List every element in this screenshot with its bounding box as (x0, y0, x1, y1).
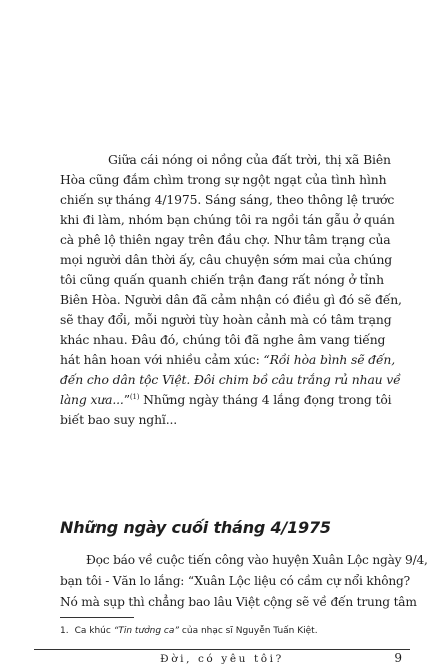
text-line: tôi cũng quấn quanh chiến trận đang rất nóng ở tỉnh (60, 272, 384, 287)
footnote-number: 1. (60, 626, 69, 636)
text-line: sẽ thay đổi, mỗi người tùy hoàn cảnh mà có tâm trạng (60, 312, 392, 327)
song-quote: “Rồi hòa bình sẽ đến, (263, 352, 396, 367)
text-line (60, 390, 392, 410)
text-line: khác nhau. Đâu đó, chúng tôi đã nghe âm vang tiếng (60, 332, 386, 347)
quote-close: ” (123, 392, 130, 407)
paragraph-1 (60, 150, 402, 430)
text-line (60, 350, 396, 370)
footnote (60, 626, 318, 636)
text-line: Giữa cái nóng oi nồng của đất trời, thị xã Biên (108, 152, 391, 167)
text-plain: Những ngày tháng 4 lắng đọng trong tôi (139, 392, 392, 407)
footer-divider (34, 649, 410, 650)
text-line: mọi người dân thời ấy, câu chuyện sớm mai của chúng (60, 252, 393, 267)
text-line: biết bao suy nghĩ... (60, 412, 178, 427)
text-line: bạn tôi - Văn lo lắng: “Xuân Lộc liệu có cầm cự nổi không? (60, 574, 410, 588)
text-line: Nó mà sụp thì chẳng bao lâu Việt cộng sẽ về đến trung tâm (60, 595, 417, 609)
text-line: khi đi làm, nhóm bạn chúng tôi ra ngồi tán gẫu ở quán (60, 212, 395, 227)
page-number: 9 (394, 651, 402, 665)
text-line: Biên Hòa. Người dân đã cảm nhận có điều gì đó sẽ đến, (60, 292, 402, 307)
running-footer-title: Đời, có yêu tôi? (160, 653, 284, 665)
paragraph-2 (60, 550, 428, 613)
text-line: Đọc báo về cuộc tiến công vào huyện Xuân Lộc ngày 9/4, (86, 553, 428, 567)
song-quote: đến cho dân tộc Việt. Đôi chim bồ câu trắng rủ nhau về (60, 372, 401, 387)
text-line: chiến sự tháng 4/1975. Sáng sáng, theo thông lệ trước (60, 192, 395, 207)
text-line: Hòa cũng đắm chìm trong sự ngột ngạt của tình hình (60, 172, 387, 187)
text-plain: hát hân hoan với nhiều cảm xúc: (60, 352, 264, 367)
section-heading: Những ngày cuối tháng 4/1975 (60, 518, 331, 537)
footnote-prefix: Ca khúc (74, 626, 114, 636)
text-line: cà phê lộ thiên ngay trên đầu chợ. Như tâm trạng của (60, 232, 391, 247)
footnote-song-title: “Tin tưởng ca” (113, 626, 180, 636)
footnote-ref[interactable]: (1) (129, 392, 140, 401)
footnote-suffix: của nhạc sĩ Nguyễn Tuấn Kiệt. (179, 626, 318, 636)
footnote-divider (60, 617, 134, 618)
song-quote: làng xưa... (60, 392, 124, 407)
